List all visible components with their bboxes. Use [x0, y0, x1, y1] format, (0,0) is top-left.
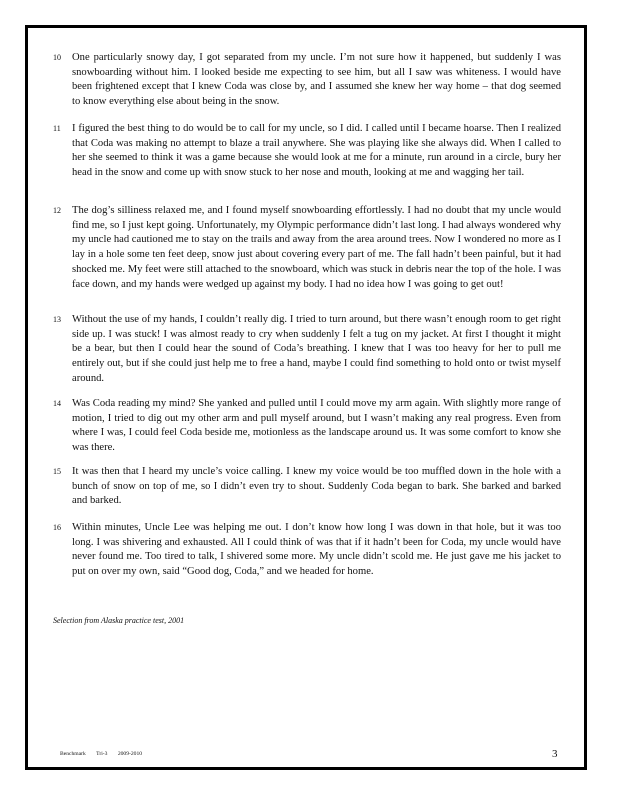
footer-label: Benchmark: [60, 751, 86, 757]
paragraph-number: 16: [53, 523, 61, 532]
paragraph-number: 11: [53, 124, 61, 133]
paragraph-text: Without the use of my hands, I couldn’t really dig. I tried to turn around, but there wasn’t enough room to get right side up. I was stuck! I was almost ready to cry when suddenly I felt a tug on my jacket. At first I thought it might be a bear, but then I could hear the sound of Coda’s breathing. I knew that I was too heavy for her to pull me entirely out, but if she could just help me to free a hand, maybe I could find something to hold onto or twist myself around.: [72, 314, 561, 384]
paragraph-text: The dog’s silliness relaxed me, and I found myself snowboarding effortlessly. I had no doubt that my uncle would find me, so I just kept going. Unfortunately, my Olympic performance didn’t last long. I had always wondered why my uncle had cautioned me to stay on the trails and away from the area around trees. Now I wondered no more as I lay in a hole some ten feet deep, snow just about covering every part of me. The fall hadn’t been painful, but it had shocked me. My feet were still attached to the snowboard, which was stuck in debris near the top of the hole. I was face down, and my hands were wedged up against my body. I had no idea how I was going to get out!: [72, 205, 561, 290]
paragraph-13: [53, 313, 561, 387]
paragraph-16: [53, 521, 561, 580]
paragraph-text: It was then that I heard my uncle’s voice calling. I knew my voice would be too muffled down in the hole with a bunch of snow on top of me, so I didn’t even try to shout. Suddenly Coda began to bark. She barked and barked and barked.: [72, 466, 561, 507]
footer: [60, 751, 151, 757]
paragraph-14: [53, 397, 561, 456]
paragraph-text: Was Coda reading my mind? She yanked and pulled until I could move my arm again. With slightly more range of motion, I tried to dig out my other arm and pull myself around, but I wasn’t making any real progress. Even from where I was, I could feel Coda beside me, motionless as the landscape around us. It was some comfort to know she was there.: [72, 398, 561, 454]
paragraph-11: [53, 122, 561, 181]
paragraph-number: 15: [53, 467, 61, 476]
paragraph-text: I figured the best thing to do would be to call for my uncle, so I did. I called until I became hoarse. Then I realized that Coda was making no attempt to blaze a trail anywhere. She was playing like she always did. When I called to her she seemed to think it was a game because she would look at me for a minute, run around in a circle, bury her head in the snow and come up with snow stuck to her nose and mouth, looking at me and wagging her tail.: [72, 123, 561, 179]
footer-term: Tri-3: [96, 751, 108, 757]
paragraph-10: [53, 51, 561, 110]
paragraph-12: [53, 204, 561, 292]
paragraph-text: One particularly snowy day, I got separated from my uncle. I’m not sure how it happened, but suddenly I was snowboarding without him. I looked beside me expecting to see him, but all I saw was whiteness. I would have been frightened except that I knew Coda was close by, and I assumed she knew her way home – that dog seemed to know everything else about being in the snow.: [72, 52, 561, 108]
paragraph-number: 14: [53, 399, 61, 408]
paragraph-number: 13: [53, 315, 61, 324]
paragraph-15: [53, 465, 561, 509]
page-number: 3: [552, 748, 558, 760]
footer-year: 2009-2010: [117, 751, 143, 757]
paragraph-text: Within minutes, Uncle Lee was helping me out. I don’t know how long I was down in that hole, but it was too long. I was shivering and exhausted. All I could think of was that if it hadn’t been for Coda, my uncle would have never found me. Too tired to talk, I shivered some more. My uncle didn’t scold me. He just gave me his jacket to put on over my own, said “Good dog, Coda,” and we headed for home.: [72, 522, 561, 578]
source-citation: Selection from Alaska practice test, 2001: [53, 616, 185, 625]
paragraph-number: 12: [53, 206, 61, 215]
paragraph-number: 10: [53, 53, 61, 62]
